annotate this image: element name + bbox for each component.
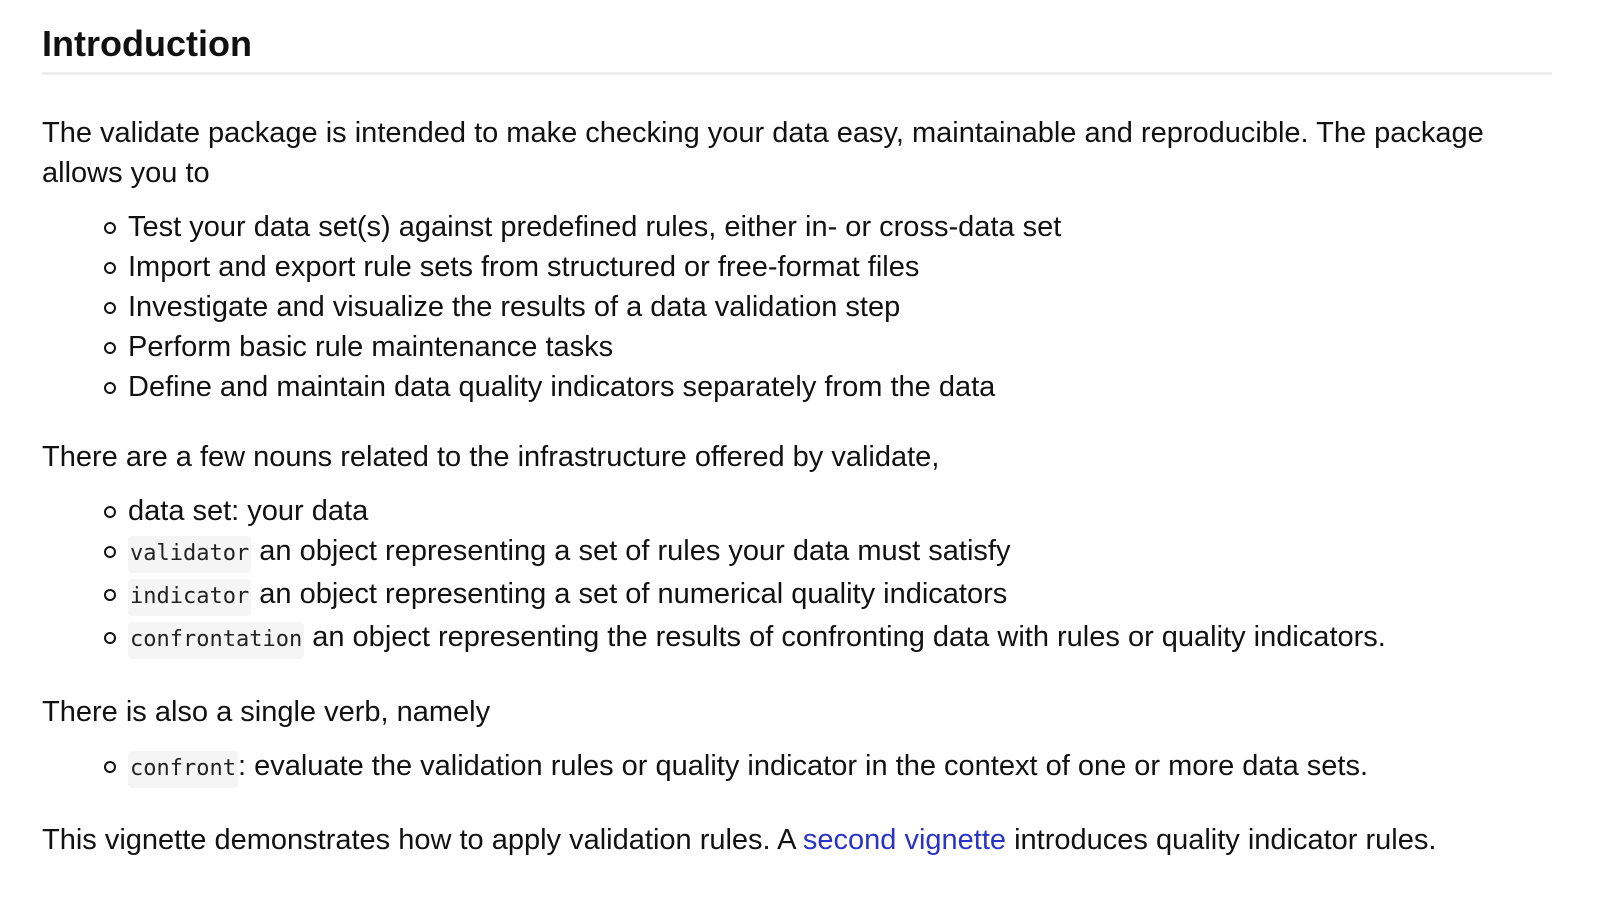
list-item	[128, 327, 1552, 367]
bullet-circle-icon	[104, 222, 116, 234]
inline-code: confront	[128, 751, 238, 788]
bullet-circle-icon	[104, 761, 116, 773]
verb-paragraph: There is also a single verb, namely	[42, 696, 491, 728]
second-vignette-link[interactable]: second vignette	[802, 824, 1007, 856]
list-item-text: : evaluate the validation rules or quality indicator in the context of one or more data sets.	[237, 750, 1369, 782]
bullet-circle-icon	[104, 546, 116, 558]
list-item	[128, 617, 1552, 660]
list-item-text: Perform basic rule maintenance tasks	[128, 331, 614, 363]
list-item-text: data set: your data	[128, 495, 369, 527]
bullet-circle-icon	[104, 589, 116, 601]
bullet-circle-icon	[104, 302, 116, 314]
list-item	[128, 531, 1552, 574]
list-item	[128, 287, 1552, 327]
verb-list	[42, 746, 1552, 789]
closing-text-before: This vignette demonstrates how to apply validation rules. A	[42, 824, 803, 856]
list-item-text: an object representing the results of confronting data with rules or quality indicators.	[304, 621, 1386, 653]
section-heading: Introduction	[42, 20, 1552, 75]
nouns-paragraph: There are a few nouns related to the infrastructure offered by validate,	[42, 441, 940, 473]
closing-text-after: introduces quality indicator rules.	[1006, 824, 1437, 856]
list-item-text: Test your data set(s) against predefined rules, either in- or cross-data set	[128, 211, 1062, 243]
nouns-list	[42, 491, 1552, 660]
bullet-circle-icon	[104, 262, 116, 274]
list-item-text: an object representing a set of numerical quality indicators	[251, 578, 1008, 610]
list-item	[128, 247, 1552, 287]
feature-list	[42, 207, 1552, 407]
bullet-circle-icon	[104, 506, 116, 518]
list-item	[128, 746, 1552, 789]
list-item-text: Define and maintain data quality indicators separately from the data	[128, 371, 996, 403]
inline-code: confrontation	[128, 622, 304, 659]
inline-code: validator	[128, 536, 251, 573]
bullet-circle-icon	[104, 382, 116, 394]
bullet-circle-icon	[104, 342, 116, 354]
vignette-section	[42, 20, 1552, 860]
bullet-circle-icon	[104, 632, 116, 644]
closing-paragraph	[42, 820, 1552, 860]
list-item	[128, 367, 1552, 407]
list-item	[128, 491, 1552, 531]
list-item-text: Import and export rule sets from structured or free-format files	[128, 251, 920, 283]
list-item	[128, 574, 1552, 617]
list-item-text: an object representing a set of rules your data must satisfy	[251, 535, 1011, 567]
list-item-text: Investigate and visualize the results of a data validation step	[128, 291, 901, 323]
intro-paragraph: The validate package is intended to make checking your data easy, maintainable and reproducible. The package allows you to	[42, 117, 1484, 189]
list-item	[128, 207, 1552, 247]
inline-code: indicator	[128, 579, 251, 616]
